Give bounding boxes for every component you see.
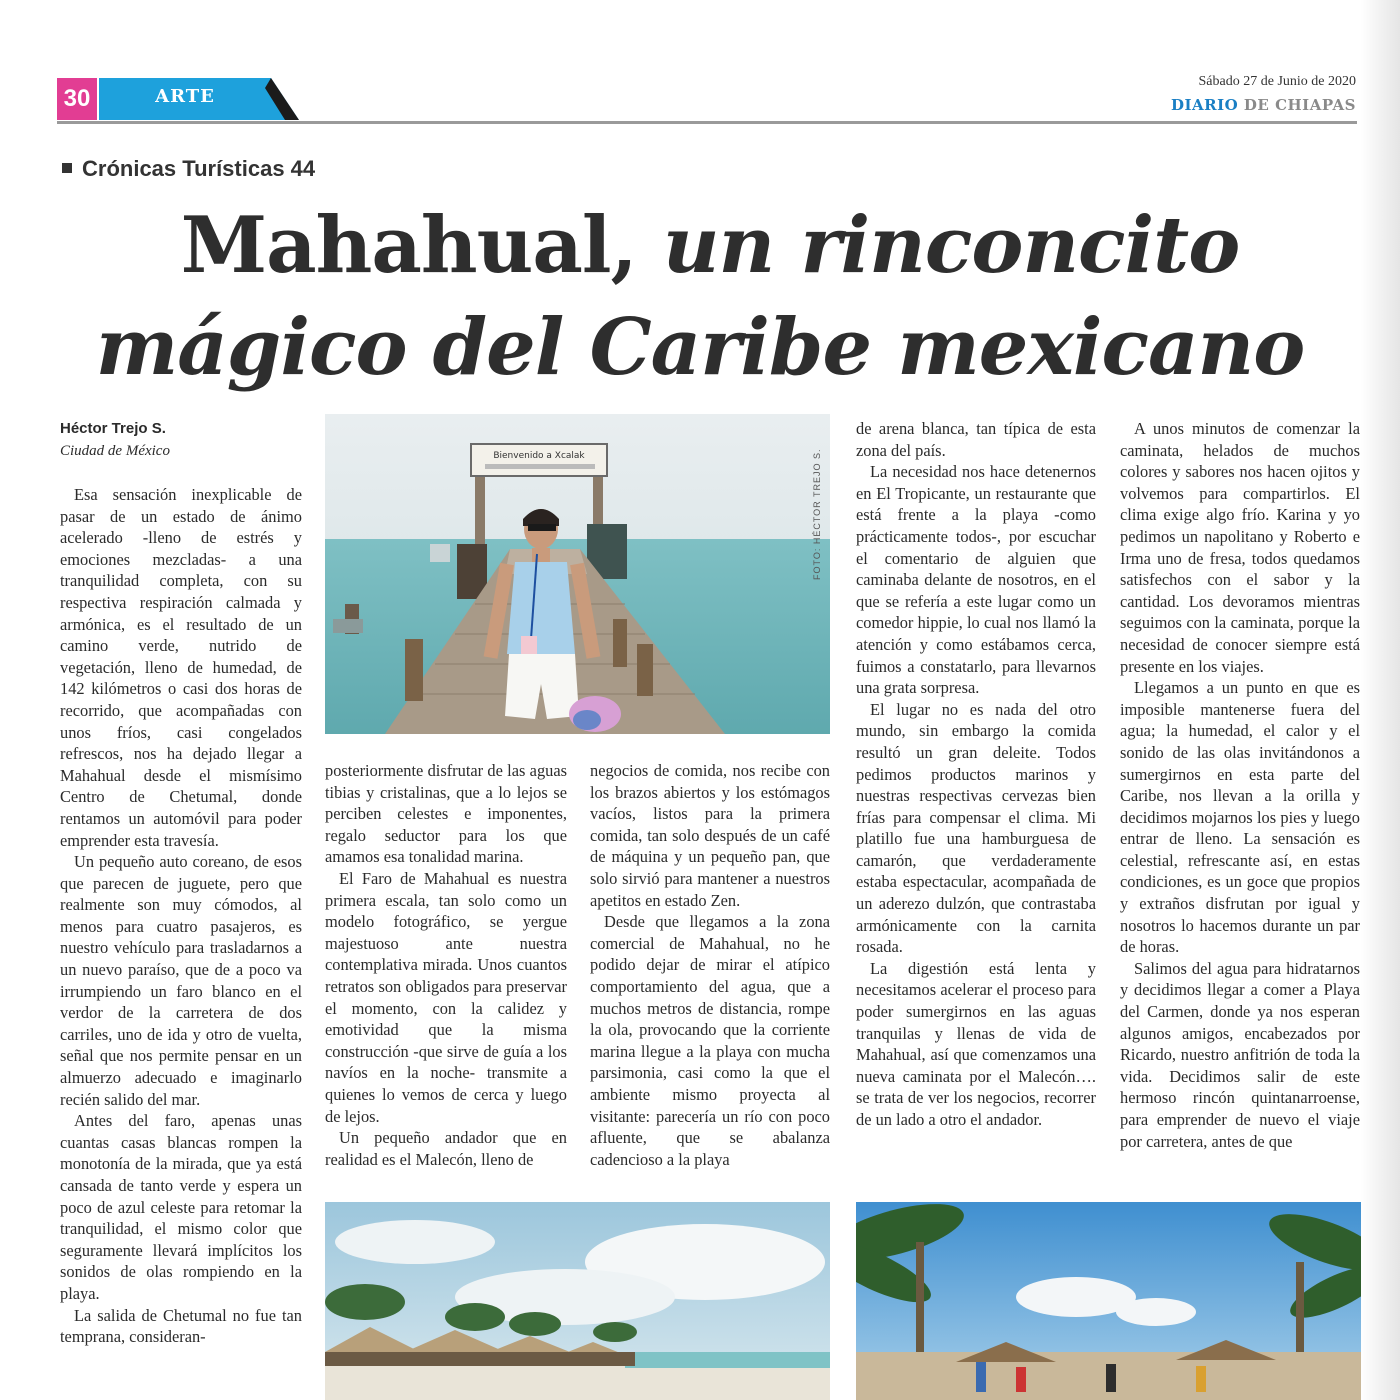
col1-paragraph-1: Esa sensación inexplicable de pasar de un estado de ánimo acelerado -lleno de estrés y emociones mezcladas- a una tranquilidad completa, con su respectiva respiración calmada y armónica, es el resultado de un camino verde, nutrido de vegetación, lleno de humedad, de 142 kilómetros o casi dos horas de recorrido, que acompañadas con unos fríos, casi congelados refrescos, nos ha dejado llegar a Mahahual desde el mismísimo Centro de Chetumal, donde rentamos un automóvil para poder emprender esta travesía. [60,485,302,850]
photo-credit: FOTO: HÉCTOR TREJO S. [812,448,822,580]
col1-paragraph-2: Un pequeño auto coreano, de esos que parecen de juguete, pero que realmente son muy cómodos, al menos para cuatro pasajeros, es nuestro vehículo para trasladarnos a un nuevo paraíso, que de a poco va irrumpiendo un faro blanco en el verdor de la carretera de dos carriles, uno de ida y otro de vuelta, señal que nos permite pensar en un almuerzo adecuado e imaginarlo recién salido del mar. [60,852,302,1109]
col5-paragraph-1: A unos minutos de comenzar la caminata, helados de muchos colores y sabores nos hacen ojitos y volvemos para compartirlos. El clima exige algo frío. Karina y yo pedimos un napolitano y Roberto e Irma uno de fresa, todos quedamos satisfechos con el sabor y la cantidad. Los devoramos mientras seguimos con la caminata, porque la necesidad de conocer siempre está presente en los viajes. [1120,419,1360,676]
col2-paragraph-3: Un pequeño andador que en realidad es el Malecón, lleno de [325,1128,567,1169]
headline-italic: un rinconcito [662,200,1240,291]
headline-line-2: mágico del Caribe mexicano [95,302,1305,393]
header-rule [57,121,1357,124]
article-column-1 [60,484,302,1348]
photo-pier [325,414,830,734]
article-column-3 [590,760,830,1170]
photo-palm-street [856,1202,1361,1400]
masthead [1171,96,1356,114]
kicker-text: Crónicas Turísticas 44 [82,156,316,181]
author-name: Héctor Trejo S. [60,420,166,437]
kicker-bullet-icon [62,163,72,173]
article-column-5 [1120,418,1360,1152]
headline [0,195,1400,399]
author-location: Ciudad de México [60,443,170,459]
col4-paragraph-1: de arena blanca, tan típica de esta zona del país. [856,419,1096,460]
photo-sign-text: Bienvenido a Xcalak [493,451,585,461]
col4-paragraph-2: La necesidad nos hace detenernos en El Tropicante, un restaurante que está frente a la playa -como prácticamente todos-, por escuchar el comentario de alguien que caminaba delante de nosotros, en el que se refería a este lugar como un comedor hippie, lo cual nos llamó la atención y como estábamos cerca, fuimos a constatarlo, para llevarnos una grata sorpresa. [856,462,1096,698]
col2-paragraph-1: posteriormente disfrutar de las aguas tibias y cristalinas, que a lo lejos se perciben celestes e imponentes, regalo seductor para los que amamos esa tonalidad marina. [325,761,567,867]
article-column-4 [856,418,1096,1131]
col3-paragraph-2: Desde que llegamos a la zona comercial de Mahahual, no he podido dejar de mirar el atípico comportamiento del agua, que a muchos metros de distancia, rompe la ola, provocando que la corriente marina llegue a la playa con mucha parsimonia, casi como la que el ambiente mismo proyecta al visitante: parecería un río con poco afluente, que se abalanza cadencioso a la playa [590,912,830,1169]
issue-date: Sábado 27 de Junio de 2020 [1198,74,1356,89]
col3-paragraph-1: negocios de comida, nos recibe con los brazos abiertos y los estómagos vacíos, listos para la primera comida, tan solo después de un café de máquina y un pequeño pan, que solo sirvió para mantener a nuestros apetitos en estado Zen. [590,761,830,910]
col4-paragraph-4: La digestión está lenta y necesitamos acelerar el proceso para poder sumergirnos en las aguas tranquilas y llenas de vida de Mahahual, así que comenzamos una nueva caminata por el Malecón…. se trata de ver los negocios, recorrer de un lado a otro el andador. [856,958,1096,1129]
section-label: ARTE [155,86,215,107]
headline-line-1 [0,195,1400,297]
kicker [62,156,315,182]
article-column-2 [325,760,567,1170]
masthead-chiapas: DE CHIAPAS [1243,96,1356,114]
photo-beach-palapas [325,1202,830,1400]
col1-paragraph-4: La salida de Chetumal no fue tan temprana, consideran- [60,1305,302,1347]
col5-paragraph-2: Llegamos a un punto en que es imposible mantenerse fuera del agua; la humedad, el calor y el sonido de las olas invitándonos a sumergirnos en esta parte del Caribe, nos llevan a la orilla y decidimos mojarnos los pies y luego entrar de lleno. La sensación es celestial, refrescante así, en estas condiciones, es un goce que propios y extraños disfrutan por igual y nosotros lo hacemos durante un par de horas. [1120,678,1360,957]
headline-plain: Mahahual, [180,200,637,291]
col4-paragraph-3: El lugar no es nada del otro mundo, sin embargo la comida resultó un gran deleite. Todos pedimos productos marinos y nuestras respectivas cervezas bien frías para compensar el clima. Mi platillo fue una hamburguesa de camarón, que verdaderamente estaba espectacular, acompañada de un aderezo dulzón, que contrastaba armónicamente con la carnita rosada. [856,699,1096,957]
masthead-diario: DIARIO [1170,96,1239,114]
col1-paragraph-3: Antes del faro, apenas unas cuantas casas blancas rompen la monotonía de la mirada, que ya está cansada de tanto verde y espera un poco de azul celeste para retomar la tranquilidad, el mismo color que seguramente llevará implícitos los sonidos de olas rompiendo en la playa. [60,1111,302,1303]
byline [60,418,170,462]
col5-paragraph-3: Salimos del agua para hidratarnos y decidimos llegar a comer a Playa del Carmen, donde ya nos esperan algunos amigos, encabezados por Ricardo, nuestro anfitrión de toda la vida. Decidimos salir de este hermoso rincón quintanarroense, para emprender de nuevo el viaje por carretera, antes de que [1120,958,1360,1151]
col2-paragraph-2: El Faro de Mahahual es nuestra primera escala, tan solo como un modelo fotográfico, se yergue majestuoso ante nuestra contemplativa mirada. Unos cuantos retratos son obligados para preservar el momento, con la calidez y emotividad que la misma construcción -que sirve de guía a los navíos en la noche- transmite a quienes lo vemos de cerca y luego de lejos. [325,868,567,1126]
page-number: 30 [57,78,97,120]
